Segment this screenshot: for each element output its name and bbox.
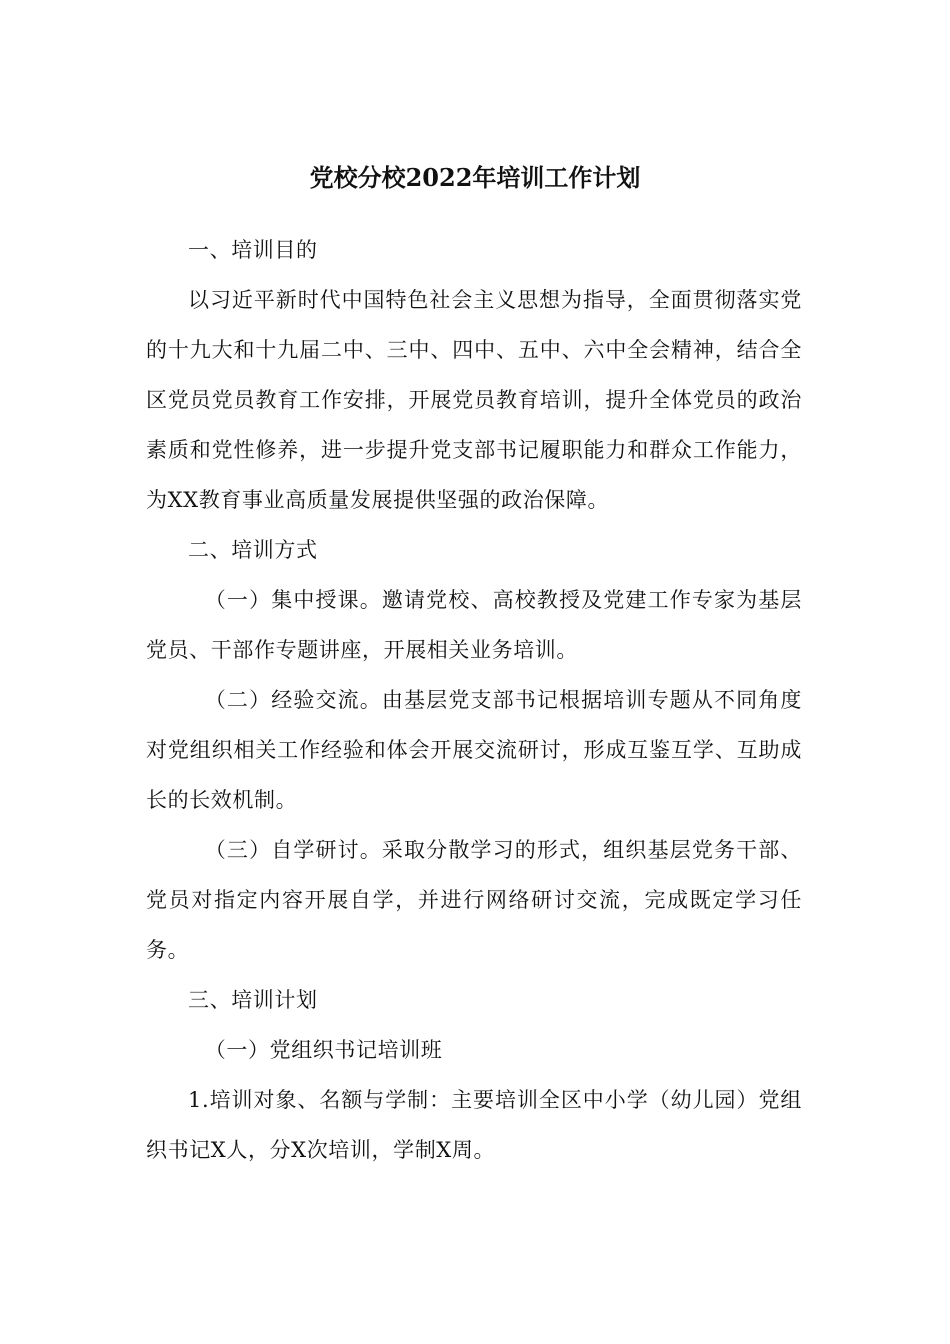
paragraph-method-centralized: （一）集中授课。邀请党校、高校教授及党建工作专家为基层党员、干部作专题讲座，开展相关业务培训。 [146, 588, 802, 662]
paragraph-method-self-study: （三）自学研讨。采取分散学习的形式，组织基层党务干部、党员对指定内容开展自学，并进行网络研讨交流，完成既定学习任务。 [146, 838, 802, 962]
heading-training-plan: 三、培训计划 [188, 988, 318, 1012]
paragraph-training-target: 1.培训对象、名额与学制：主要培训全区中小学（幼儿园）党组织书记X人，分X次培训，学制X周。 [146, 1088, 802, 1162]
heading-training-method: 二、培训方式 [188, 538, 318, 562]
heading-training-purpose: 一、培训目的 [188, 238, 318, 262]
paragraph-method-exchange: （二）经验交流。由基层党支部书记根据培训专题从不同角度对党组织相关工作经验和体会开展交流研讨，形成互鉴互学、互助成长的长效机制。 [146, 688, 802, 812]
paragraph-purpose-text: 以习近平新时代中国特色社会主义思想为指导，全面贯彻落实党的十九大和十九届二中、三中、四中、五中、六中全会精神，结合全区党员党员教育工作安排，开展党员教育培训，提升全体党员的政治素质和党性修养，进一步提升党支部书记履职能力和群众工作能力，为XX教育事业高质量发展提供坚强的政治保障。 [146, 288, 802, 512]
document-body [146, 225, 802, 1175]
document-title: 党校分校2022年培训工作计划 [309, 163, 641, 192]
subheading-secretary-class: （一）党组织书记培训班 [204, 1038, 443, 1062]
